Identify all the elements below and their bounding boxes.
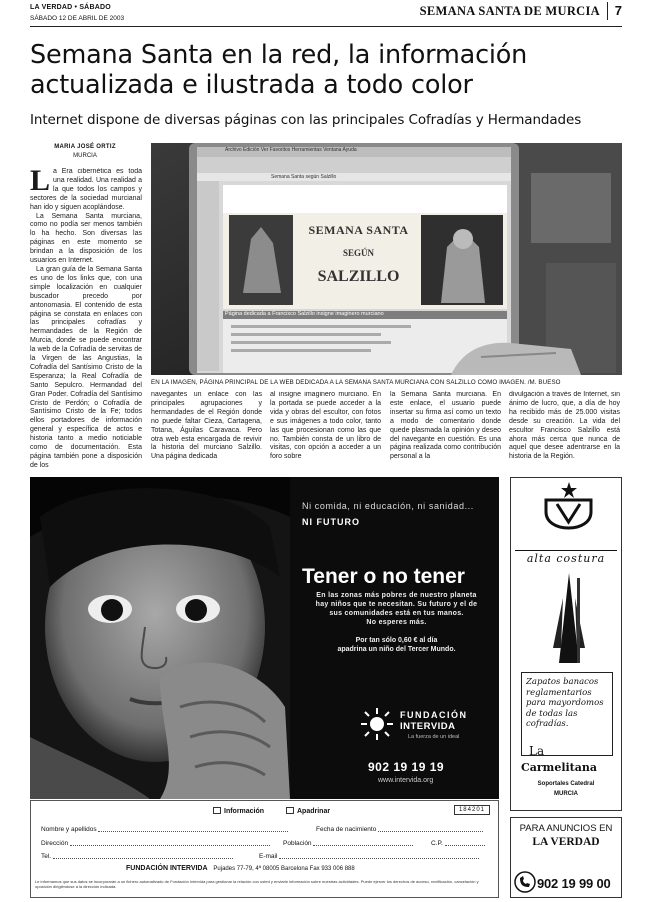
article-column-3: al insigne imaginero murciano. En la portada se puede acceder a la vida y obras del escultor, con fotos e sus imágenes a todo color, tanto las que procesionan como las que no. También consta de un libro de visitas, con opción a acceder a un foro sobre xyxy=(270,391,381,461)
carmelitana-ad xyxy=(510,477,622,811)
banner-line-2: SEGÚN xyxy=(342,248,374,258)
title-line-2: actualizada e ilustrada a todo color xyxy=(30,70,473,100)
field-phone[interactable] xyxy=(41,852,233,860)
field-birthdate-line[interactable] xyxy=(378,825,483,832)
page-number: 7 xyxy=(607,2,622,20)
browser-menu: Archivo Edición Ver Favoritos Herramientas Ventana Ayuda xyxy=(225,147,357,153)
photo-caption: EN LA IMAGEN, PÁGINA PRINCIPAL DE LA WEB DEDICADA A LA SEMANA SANTA MURCIANA CON SALZILLO COMO IMAGEN. /M. BUESO xyxy=(151,379,561,386)
field-email-line[interactable] xyxy=(279,852,479,859)
field-birthdate-label: Fecha de nacimiento xyxy=(316,826,377,833)
sun-logo-icon xyxy=(360,707,394,741)
alta-costura-label: alta costura xyxy=(515,550,617,565)
paragraph-2: La Semana Santa murciana, como no podía ser menos también lo ha hecho. Son diversas las páginas en este momento se brindan a la disposición de los usuarios en Internet. xyxy=(30,212,142,265)
field-postcode[interactable] xyxy=(431,839,485,847)
section-title: SEMANA SANTA DE MURCIA xyxy=(419,4,600,18)
logo-line-2: INTERVIDA xyxy=(400,721,456,732)
ad-cta: PARA ANUNCIOS EN xyxy=(519,823,613,834)
foundation-name: FUNDACIÓN INTERVIDA xyxy=(126,865,208,872)
logo-line-1: FUNDACIÓN xyxy=(400,710,468,720)
store-location: Soportales Catedral xyxy=(537,781,595,787)
byline xyxy=(30,144,140,159)
field-birthdate[interactable] xyxy=(316,825,483,833)
ad-headline: Tener o no tener xyxy=(302,565,465,588)
ad-url: www.intervida.org xyxy=(378,777,434,784)
ad-phone-number: 902 19 99 00 xyxy=(537,876,611,891)
banner-line-1: SEMANA SANTA xyxy=(308,223,409,237)
carmelitana-illustration xyxy=(511,478,621,668)
intervida-logo xyxy=(360,707,490,747)
drop-cap: L xyxy=(30,168,51,197)
ad-offer xyxy=(294,636,499,654)
checkbox-info[interactable] xyxy=(213,807,264,815)
author-name: MARIA JOSÉ ORTIZ xyxy=(54,144,116,150)
ad-line-1: Ni comida, ni educación, ni sanidad... xyxy=(302,501,474,511)
ad-body-line-1: En las zonas más pobres de nuestro planeta xyxy=(316,592,477,599)
field-town-line[interactable] xyxy=(313,839,413,846)
store-article: La xyxy=(529,744,545,758)
field-name[interactable] xyxy=(41,825,288,833)
laverdad-ad xyxy=(510,817,622,898)
article-photo xyxy=(151,143,622,375)
newspaper-name: LA VERDAD • SÁBADO xyxy=(30,4,111,11)
field-address[interactable] xyxy=(41,839,270,847)
child-portrait xyxy=(30,477,290,799)
web-strip-text: Página dedicada a Francisco Salzillo insigne imaginero murciano xyxy=(225,311,384,317)
field-town-label: Población xyxy=(283,840,312,847)
article-title xyxy=(30,40,630,100)
ad-body-line-3: sus comunidades está en tus manos. xyxy=(329,610,464,617)
field-address-label: Dirección xyxy=(41,840,69,847)
store-name: Carmelitana xyxy=(521,761,598,774)
field-town[interactable] xyxy=(283,839,413,847)
checkbox-sponsor[interactable] xyxy=(286,807,330,815)
article-column-2: navegantes un enlace con las principales agrupaciones y hermandades de el Región donde no puede faltar Cieza, Cartagena, Totana, Águilas Caravaca. Pero otra web esta encargada de revivir la historia del murciano Salzillo. Una página dedicada xyxy=(151,391,262,461)
field-postcode-line[interactable] xyxy=(445,839,485,846)
store-city: MURCIA xyxy=(554,791,578,797)
issue-date: SÁBADO 12 DE ABRIL DE 2003 xyxy=(30,15,125,22)
browser-title: Semana Santa según Salzillo xyxy=(271,174,337,180)
paragraph-3: La gran guía de la Semana Santa es uno de los links que, con una simple localización en cualquier buscador precedo por antonomasia. El contenido de esta página se constata en enlaces con las principales cofradías y hermandades de la Región de Murcia, donde se puede encontrar la web de la Cofradía de servitas de la Virgen de las Angustias, la Cofradía del Santísimo Cristo de la Esperanza; la Real Cofradía de Santo Sepulcro. Hermandad del Gran Poder. Cofradía del Santísimo Cristo de Perdón; o Cofradía de Santísimo Cristo de la Fe; todos ellos portadores de información general y específica de actos e historia tanto a medio noticiable como de documentación. Esta página también pone a disposición de los xyxy=(30,265,142,469)
ad-body-line-2: hay niños que te necesitan. Su futuro y el de xyxy=(315,601,478,608)
paragraph-1: a Era cibernética es toda una realidad. Una realidad a la que todos los campos y sectores de la sociedad murcianal han ido y siguen acoplándose. xyxy=(30,168,142,211)
ad-offer-line-1: Por tan sólo 0,60 € al día xyxy=(355,637,438,644)
checkbox-info-label: Información xyxy=(224,808,265,815)
field-name-line[interactable] xyxy=(98,825,288,832)
ad-offer-line-2: apadrina un niño del Tercer Mundo. xyxy=(337,646,456,653)
shoes-message: Zapatos banacos reglamentarios para mayordomos de todas las cofradías. xyxy=(521,672,613,756)
foundation-address xyxy=(126,865,355,872)
nazareno-figure-icon xyxy=(553,573,585,663)
article-subtitle: Internet dispone de diversas páginas con las principales Cofradías y Hermandades xyxy=(30,112,582,128)
carmel-emblem-icon xyxy=(546,482,591,528)
ad-phone: 902 19 19 19 xyxy=(368,760,445,774)
checkbox-box[interactable] xyxy=(213,807,221,814)
title-line-1: Semana Santa en la red, la información xyxy=(30,40,528,70)
checkbox-sponsor-label: Apadrinar xyxy=(297,808,331,815)
article-column-4: la Semana Santa murciana. En este enlace, el usuario puede insertar su firma así como un texto a modo de comentario donde quede plasmada la opinión y deseo del navegante en cuestión. Es una página realizada como contribución personal a la xyxy=(390,391,501,461)
ad-line-2: NI FUTURO xyxy=(302,517,360,527)
field-phone-label: Tel. xyxy=(41,853,52,860)
author-city: MURCIA xyxy=(73,153,97,159)
page-header xyxy=(30,3,622,27)
article-column-1 xyxy=(30,168,142,473)
ad-body-line-4: No esperes más. xyxy=(366,619,427,626)
intervida-ad xyxy=(30,477,499,799)
field-phone-line[interactable] xyxy=(53,852,233,859)
field-address-line[interactable] xyxy=(70,839,270,846)
newspaper-logo: LA VERDAD xyxy=(532,836,600,848)
article-column-5: divulgación a través de Internet, sin ánimo de lucro, que, a día de hoy ha recibido más de 25.000 visitas desde su creación. La vida del escultor Francisco Salzillo está ahora más cerca que nunca de aquel que desee adentrarse en la historia de la Región. xyxy=(509,391,620,461)
field-email[interactable] xyxy=(259,852,479,860)
banner-line-3: SALZILLO xyxy=(317,268,400,285)
ad-body xyxy=(294,591,499,627)
coupon-code: 184201 xyxy=(454,805,490,815)
legal-fine-print: Le informamos que sus datos se incorporarán a un fichero automatizado de Fundación Intervida para gestionar la relación con usted y enviarle información sobre nuestras actividades. Puede ejercer los derechos de acceso, rectificación, cancelación y oposición dirigiéndose a la dirección indicada. xyxy=(35,879,479,889)
field-name-label: Nombre y apellidos xyxy=(41,826,97,833)
web-banner xyxy=(301,223,416,286)
checkbox-box[interactable] xyxy=(286,807,294,814)
field-email-label: E-mail xyxy=(259,853,278,860)
logo-tagline: La fuerza de un ideal xyxy=(408,734,460,740)
field-postcode-label: C.P. xyxy=(431,840,443,847)
foundation-address-text: Pujades 77-79, 4ª 08005 Barcelona Fax 933 006 888 xyxy=(213,866,355,872)
coupon-form xyxy=(30,800,499,898)
telephone-icon xyxy=(514,871,536,893)
